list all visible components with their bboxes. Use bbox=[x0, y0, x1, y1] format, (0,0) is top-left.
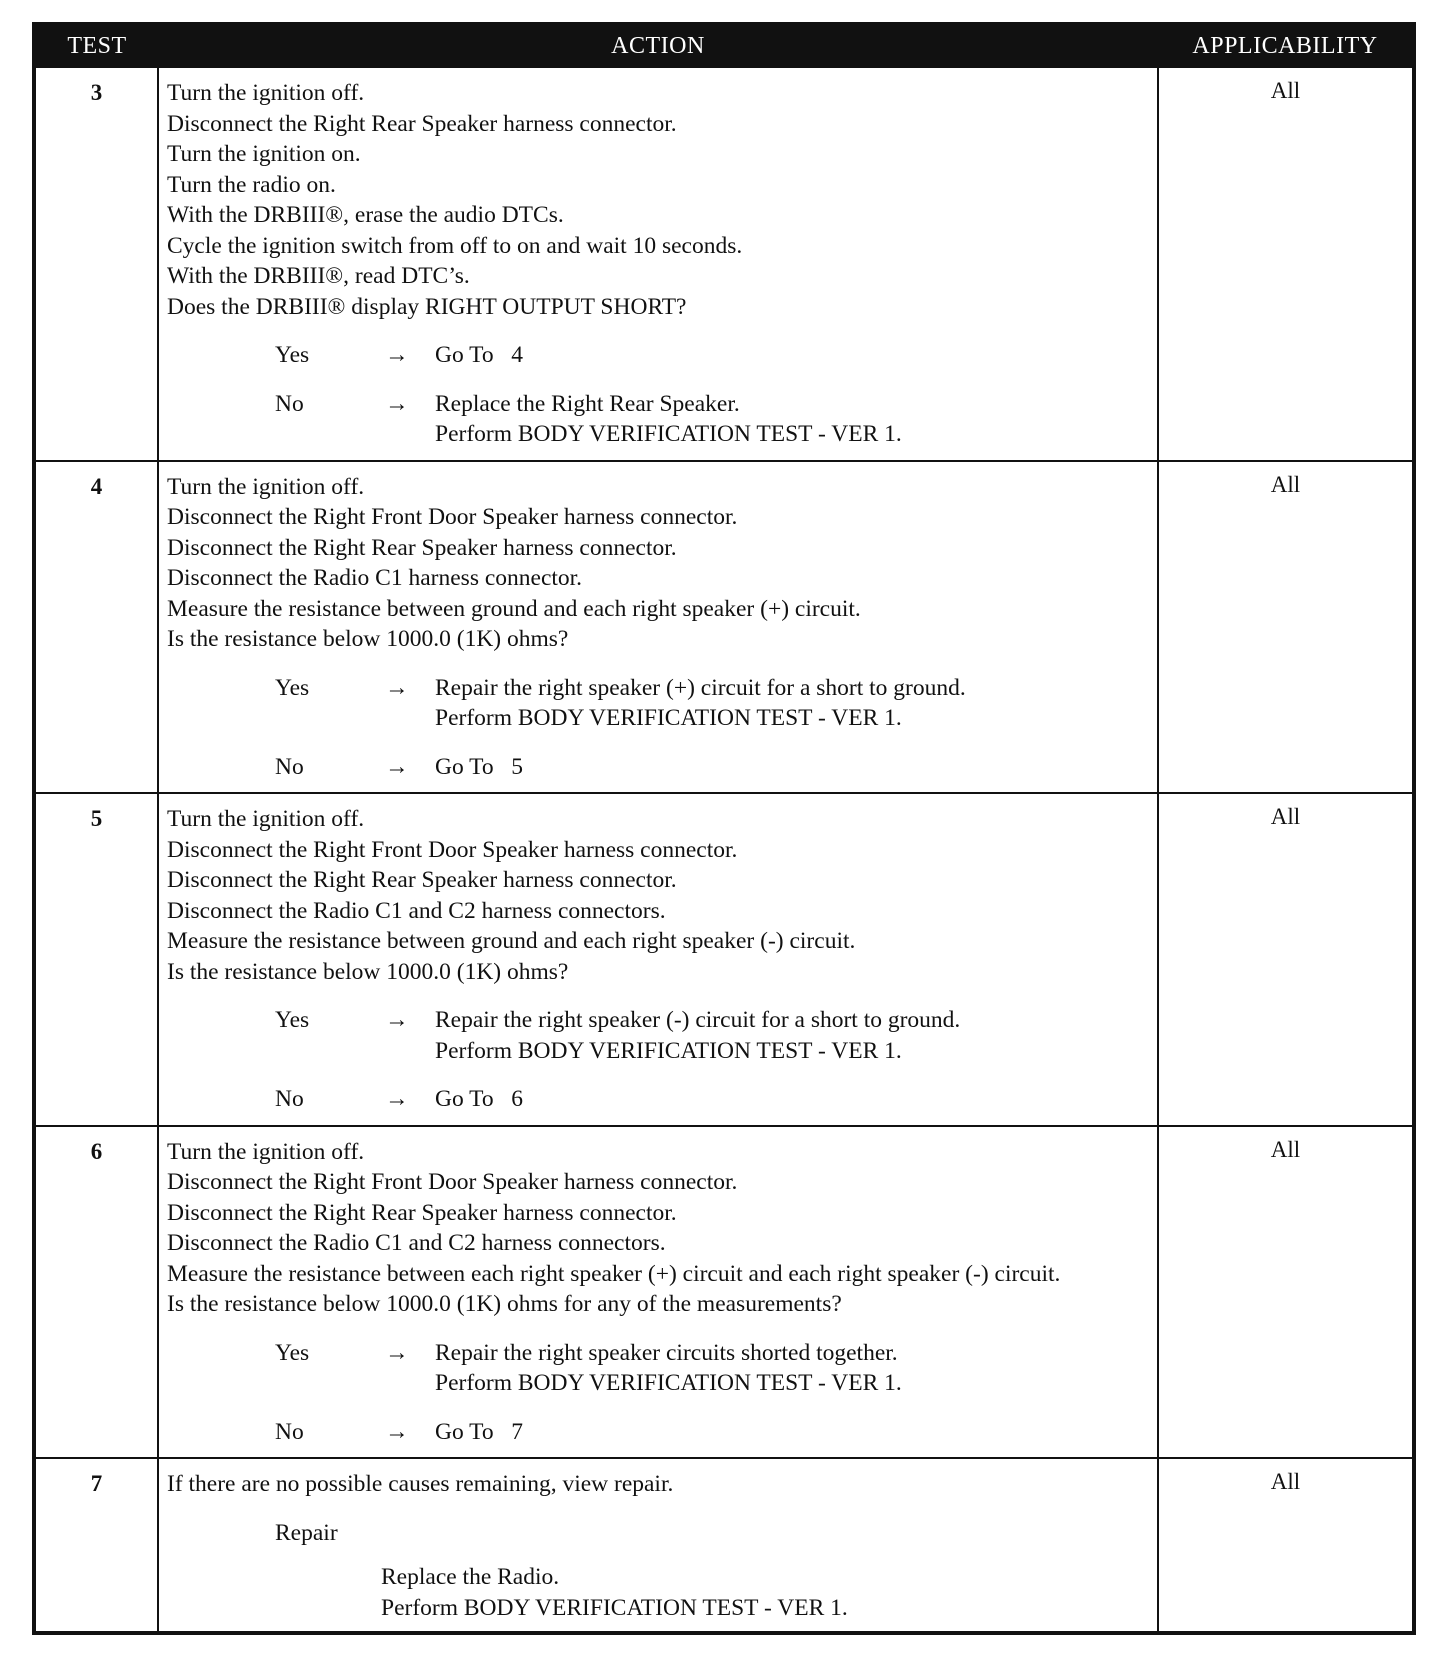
outcome-line: Perform BODY VERIFICATION TEST - VER 1. bbox=[435, 1370, 902, 1396]
header-applicability: APPLICABILITY bbox=[1158, 24, 1414, 67]
action-step: Measure the resistance between ground and each right speaker (-) circuit. bbox=[167, 928, 856, 954]
arrow-icon: → bbox=[385, 342, 409, 368]
table-row bbox=[34, 1458, 1414, 1633]
action-step: With the DRBIII®, read DTC’s. bbox=[167, 263, 470, 289]
action-step: Disconnect the Right Rear Speaker harness connector. bbox=[167, 1199, 677, 1226]
outcome-line: Perform BODY VERIFICATION TEST - VER 1. bbox=[435, 421, 902, 447]
action-step: Disconnect the Right Front Door Speaker harness connector. bbox=[167, 836, 738, 863]
applicability-cell: All bbox=[1158, 1126, 1414, 1459]
outcome-line: Go To 7 bbox=[435, 1418, 524, 1445]
outcome-line: Go To 4 bbox=[435, 342, 524, 368]
action-step: If there are no possible causes remaining, view repair. bbox=[167, 1471, 674, 1497]
action-step: Turn the ignition on. bbox=[167, 141, 361, 167]
outcome-instructions bbox=[435, 1005, 1151, 1066]
outcome-line: Go To 5 bbox=[435, 753, 524, 780]
action-step: Disconnect the Radio C1 and C2 harness connectors. bbox=[167, 897, 666, 924]
outcome-line: Replace the Right Rear Speaker. bbox=[435, 390, 740, 417]
action-cell bbox=[158, 461, 1158, 794]
table-row bbox=[34, 67, 1414, 461]
outcome-instructions bbox=[435, 1084, 1151, 1115]
repair-line: Replace the Radio. bbox=[381, 1564, 560, 1590]
outcome-label: Yes bbox=[275, 674, 310, 701]
action-step: Is the resistance below 1000.0 (1K) ohms? bbox=[167, 626, 569, 652]
outcomes bbox=[167, 340, 1151, 450]
outcome-label: No bbox=[275, 1086, 304, 1112]
action-cell bbox=[158, 1458, 1158, 1633]
applicability-cell: All bbox=[1158, 461, 1414, 794]
action-step: Disconnect the Right Rear Speaker harness connector. bbox=[167, 534, 677, 561]
outcome-label: No bbox=[275, 390, 304, 417]
action-step: Disconnect the Right Rear Speaker harness connector. bbox=[167, 110, 677, 137]
outcomes bbox=[167, 1005, 1151, 1115]
arrow-icon: → bbox=[385, 1007, 409, 1033]
table-row bbox=[34, 793, 1414, 1126]
action-step: Turn the ignition off. bbox=[167, 1138, 365, 1165]
applicability-cell: All bbox=[1158, 793, 1414, 1126]
table-row bbox=[34, 461, 1414, 794]
action-step: Disconnect the Right Front Door Speaker harness connector. bbox=[167, 504, 738, 530]
action-step: With the DRBIII®, erase the audio DTCs. bbox=[167, 202, 564, 228]
document-page bbox=[32, 22, 1412, 1635]
table-header bbox=[34, 24, 1414, 67]
repair-label: Repair bbox=[275, 1519, 338, 1546]
repair-line: Perform BODY VERIFICATION TEST - VER 1. bbox=[381, 1594, 848, 1621]
outcome-instructions bbox=[435, 340, 1151, 371]
applicability-cell: All bbox=[1158, 67, 1414, 461]
action-step: Is the resistance below 1000.0 (1K) ohms for any of the measurements? bbox=[167, 1291, 842, 1317]
repair-block bbox=[275, 1518, 1151, 1624]
outcome-label: Yes bbox=[275, 1007, 310, 1033]
header-action: ACTION bbox=[158, 24, 1158, 67]
test-number: 6 bbox=[34, 1126, 158, 1459]
outcome-line: Perform BODY VERIFICATION TEST - VER 1. bbox=[435, 705, 902, 731]
action-step: Does the DRBIII® display RIGHT OUTPUT SHORT? bbox=[167, 293, 687, 320]
outcome-line: Repair the right speaker circuits shorted together. bbox=[435, 1339, 898, 1366]
action-step: Turn the ignition off. bbox=[167, 80, 365, 106]
outcome-label: No bbox=[275, 753, 304, 780]
table-body bbox=[34, 67, 1414, 1633]
outcome-yes bbox=[275, 1005, 1151, 1066]
applicability-cell: All bbox=[1158, 1458, 1414, 1633]
outcomes bbox=[167, 1338, 1151, 1448]
action-step: Disconnect the Right Rear Speaker harness connector. bbox=[167, 867, 677, 893]
outcome-instructions bbox=[435, 673, 1151, 734]
test-number: 7 bbox=[34, 1458, 158, 1633]
arrow-icon: → bbox=[385, 390, 409, 417]
table-row bbox=[34, 1126, 1414, 1459]
outcome-instructions bbox=[435, 389, 1151, 450]
action-step: Disconnect the Radio C1 and C2 harness connectors. bbox=[167, 1230, 666, 1256]
action-step: Turn the radio on. bbox=[167, 171, 336, 198]
action-step: Disconnect the Radio C1 harness connector. bbox=[167, 565, 583, 591]
outcome-instructions bbox=[435, 1417, 1151, 1448]
outcome-no bbox=[275, 752, 1151, 783]
outcome-yes bbox=[275, 340, 1151, 371]
outcome-label: No bbox=[275, 1418, 304, 1445]
outcomes bbox=[167, 673, 1151, 783]
action-step: Cycle the ignition switch from off to on and wait 10 seconds. bbox=[167, 232, 743, 259]
test-number: 3 bbox=[34, 67, 158, 461]
action-step: Disconnect the Right Front Door Speaker harness connector. bbox=[167, 1169, 738, 1195]
repair-instructions bbox=[381, 1562, 1151, 1623]
action-step: Turn the ignition off. bbox=[167, 473, 365, 500]
outcome-line: Go To 6 bbox=[435, 1086, 524, 1112]
outcome-no bbox=[275, 1084, 1151, 1115]
test-number: 5 bbox=[34, 793, 158, 1126]
action-cell bbox=[158, 1126, 1158, 1459]
diagnostic-test-table bbox=[32, 22, 1416, 1635]
outcome-no bbox=[275, 1417, 1151, 1448]
arrow-icon: → bbox=[385, 1086, 409, 1112]
action-step: Is the resistance below 1000.0 (1K) ohms? bbox=[167, 958, 569, 985]
outcome-no bbox=[275, 389, 1151, 450]
arrow-icon: → bbox=[385, 753, 409, 780]
outcome-line: Repair the right speaker (+) circuit for a short to ground. bbox=[435, 674, 966, 701]
outcome-label: Yes bbox=[275, 342, 310, 368]
test-number: 4 bbox=[34, 461, 158, 794]
action-step: Measure the resistance between each right speaker (+) circuit and each right speaker (-) circuit. bbox=[167, 1260, 1061, 1287]
outcome-line: Repair the right speaker (-) circuit for a short to ground. bbox=[435, 1007, 961, 1033]
header-test: TEST bbox=[34, 24, 158, 67]
arrow-icon: → bbox=[385, 674, 409, 701]
outcome-yes bbox=[275, 673, 1151, 734]
arrow-icon: → bbox=[385, 1418, 409, 1445]
action-step: Measure the resistance between ground and each right speaker (+) circuit. bbox=[167, 595, 861, 622]
action-cell bbox=[158, 67, 1158, 461]
action-cell bbox=[158, 793, 1158, 1126]
outcome-line: Perform BODY VERIFICATION TEST - VER 1. bbox=[435, 1037, 902, 1064]
action-step: Turn the ignition off. bbox=[167, 806, 365, 832]
outcome-yes bbox=[275, 1338, 1151, 1399]
arrow-icon: → bbox=[385, 1339, 409, 1366]
outcome-label: Yes bbox=[275, 1339, 310, 1366]
outcome-instructions bbox=[435, 1338, 1151, 1399]
outcome-instructions bbox=[435, 752, 1151, 783]
